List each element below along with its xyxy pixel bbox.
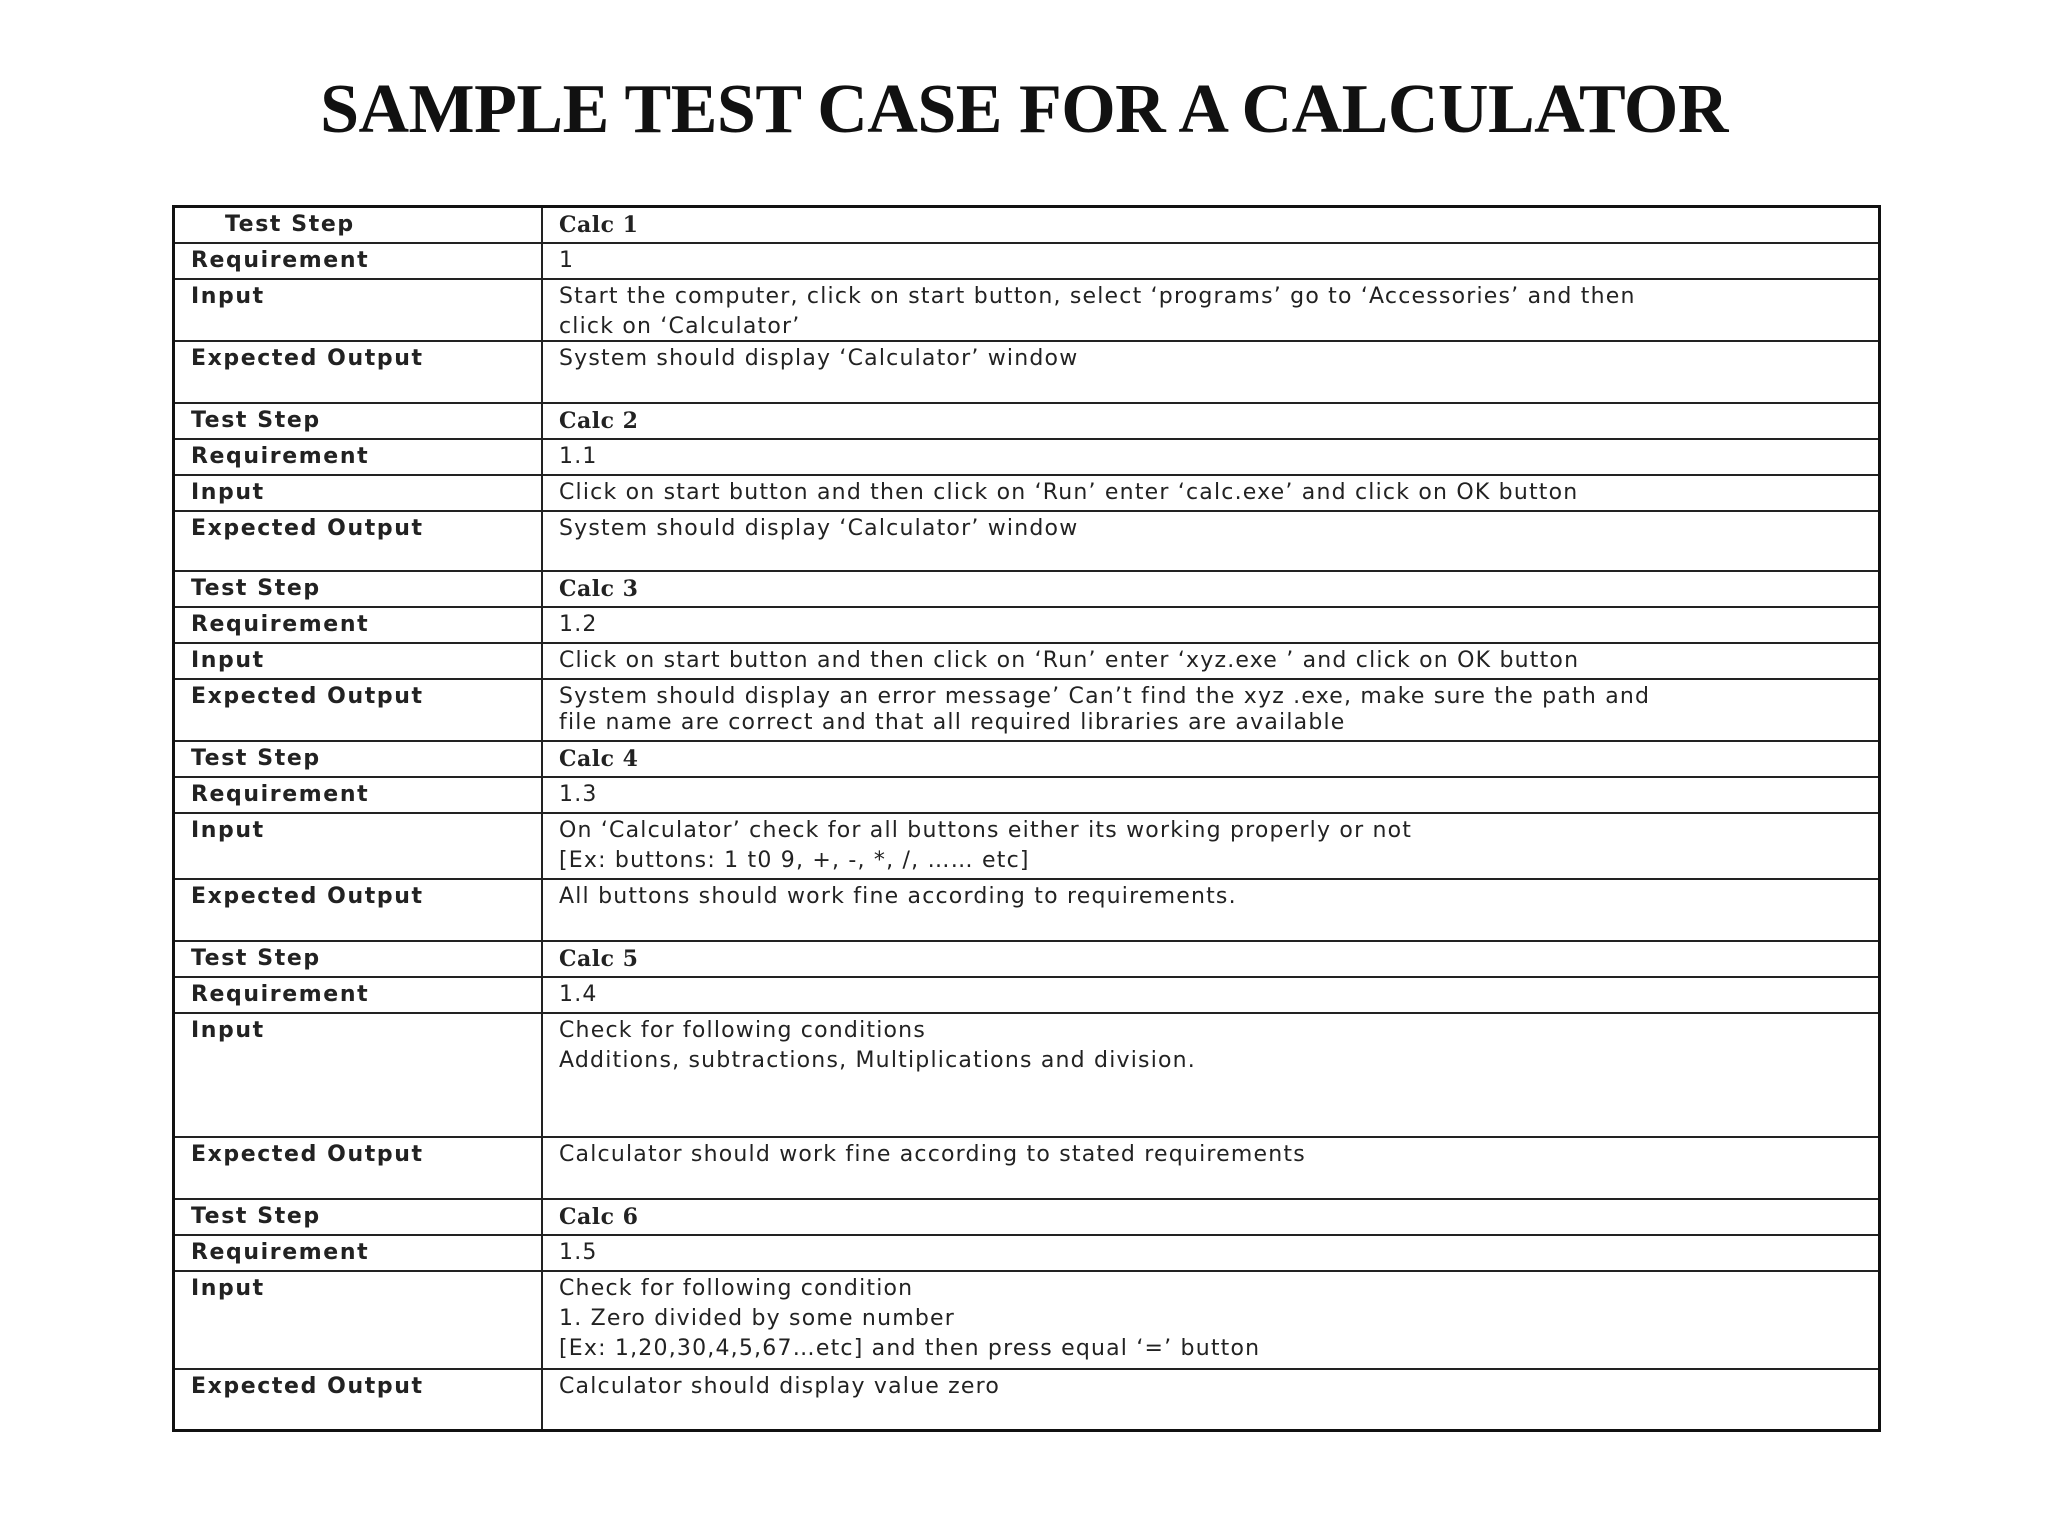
expected-output-line: file name are correct and that all required libraries are available [559, 709, 1346, 735]
test-step-value: Calc 4 [542, 741, 1880, 777]
expected-output-label: Expected Output [174, 341, 543, 403]
test-step-label: Test Step [174, 403, 543, 439]
expected-output-label: Expected Output [174, 679, 543, 741]
test-step-value: Calc 2 [542, 403, 1880, 439]
input-label: Input [174, 475, 543, 511]
test-case-table [172, 205, 1881, 1432]
input-label: Input [174, 643, 543, 679]
table-row-requirement [174, 977, 1880, 1013]
table-row-requirement [174, 243, 1880, 279]
requirement-label: Requirement [174, 607, 543, 643]
expected-output-line: System should display an error message’ Can’t find the xyz .exe, make sure the path and [559, 683, 1651, 709]
page-title: SAMPLE TEST CASE FOR A CALCULATOR [320, 71, 1728, 148]
test-step-label: Test Step [174, 741, 543, 777]
test-step-label: Test Step [174, 207, 543, 243]
expected-output-line: System should display ‘Calculator’ window [559, 515, 1079, 541]
input-line: Check for following conditions [559, 1017, 926, 1043]
input-value [542, 1271, 1880, 1369]
table-row-input [174, 1271, 1880, 1369]
expected-output-value [542, 511, 1880, 571]
table-row-test-step [174, 941, 1880, 977]
requirement-value: 1.5 [542, 1235, 1880, 1271]
table-row-test-step [174, 741, 1880, 777]
input-line: Click on start button and then click on ‘Run’ enter ‘calc.exe’ and click on OK button [559, 479, 1579, 505]
input-line: [Ex: buttons: 1 t0 9, +, -, *, /, …… etc] [559, 847, 1030, 873]
input-label: Input [174, 1271, 543, 1369]
table-row-expected-output [174, 341, 1880, 403]
test-step-label: Test Step [174, 941, 543, 977]
table-row-requirement [174, 607, 1880, 643]
input-value [542, 1013, 1880, 1137]
requirement-value: 1.1 [542, 439, 1880, 475]
table-row-expected-output [174, 879, 1880, 941]
requirement-value: 1.2 [542, 607, 1880, 643]
expected-output-value [542, 341, 1880, 403]
input-line: Check for following condition [559, 1275, 914, 1301]
input-line: On ‘Calculator’ check for all buttons either its working properly or not [559, 817, 1413, 843]
expected-output-value [542, 879, 1880, 941]
input-label: Input [174, 813, 543, 879]
table-row-test-step [174, 1199, 1880, 1235]
requirement-label: Requirement [174, 243, 543, 279]
requirement-label: Requirement [174, 439, 543, 475]
test-step-value: Calc 6 [542, 1199, 1880, 1235]
expected-output-line: Calculator should work fine according to stated requirements [559, 1141, 1306, 1167]
table-row-input [174, 813, 1880, 879]
expected-output-value [542, 1369, 1880, 1431]
table-row-requirement [174, 439, 1880, 475]
input-line: 1. Zero divided by some number [559, 1305, 955, 1331]
requirement-value: 1.4 [542, 977, 1880, 1013]
requirement-label: Requirement [174, 977, 543, 1013]
input-label: Input [174, 279, 543, 341]
table-row-expected-output [174, 1137, 1880, 1199]
table-row-requirement [174, 1235, 1880, 1271]
table-row-expected-output [174, 679, 1880, 741]
expected-output-line: Calculator should display value zero [559, 1373, 1001, 1399]
expected-output-label: Expected Output [174, 1369, 543, 1431]
test-case-table-body [174, 207, 1880, 1431]
expected-output-line: System should display ‘Calculator’ window [559, 345, 1079, 371]
input-line: Start the computer, click on start button, select ‘programs’ go to ‘Accessories’ and then [559, 283, 1636, 309]
requirement-label: Requirement [174, 1235, 543, 1271]
table-row-test-step [174, 403, 1880, 439]
requirement-label: Requirement [174, 777, 543, 813]
expected-output-label: Expected Output [174, 511, 543, 571]
input-value [542, 813, 1880, 879]
test-step-value: Calc 1 [542, 207, 1880, 243]
expected-output-label: Expected Output [174, 879, 543, 941]
expected-output-value [542, 1137, 1880, 1199]
table-row-test-step [174, 207, 1880, 243]
table-row-input [174, 1013, 1880, 1137]
requirement-value: 1.3 [542, 777, 1880, 813]
expected-output-line: All buttons should work fine according to requirements. [559, 883, 1237, 909]
input-line: [Ex: 1,20,30,4,5,67…etc] and then press equal ‘=’ button [559, 1335, 1261, 1361]
table-row-input [174, 475, 1880, 511]
expected-output-label: Expected Output [174, 1137, 543, 1199]
table-row-test-step [174, 571, 1880, 607]
input-line: Click on start button and then click on ‘Run’ enter ‘xyz.exe ’ and click on OK button [559, 647, 1580, 673]
input-label: Input [174, 1013, 543, 1137]
test-step-label: Test Step [174, 1199, 543, 1235]
input-line: click on ‘Calculator’ [559, 313, 801, 339]
requirement-value: 1 [542, 243, 1880, 279]
expected-output-value [542, 679, 1880, 741]
test-step-value: Calc 3 [542, 571, 1880, 607]
input-line: Additions, subtractions, Multiplications and division. [559, 1047, 1197, 1073]
input-value [542, 643, 1880, 679]
test-step-value: Calc 5 [542, 941, 1880, 977]
table-row-expected-output [174, 1369, 1880, 1431]
table-row-requirement [174, 777, 1880, 813]
input-value [542, 279, 1880, 341]
table-row-input [174, 643, 1880, 679]
table-row-expected-output [174, 511, 1880, 571]
test-step-label: Test Step [174, 571, 543, 607]
input-value [542, 475, 1880, 511]
table-row-input [174, 279, 1880, 341]
